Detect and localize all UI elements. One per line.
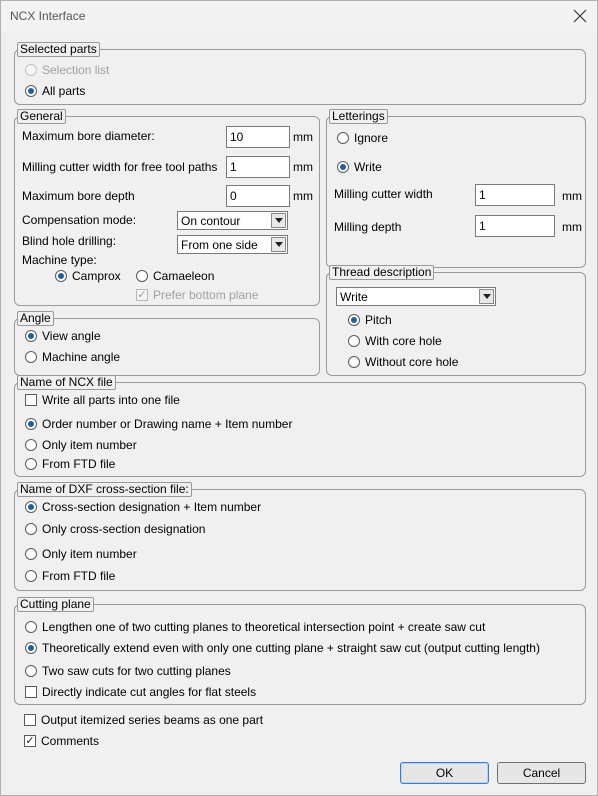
thread-description-legend: Thread description: [329, 265, 434, 280]
angle-group: [14, 311, 320, 376]
radio-indicator: [55, 270, 67, 282]
radio-dxf-from-ftd-file[interactable]: [25, 569, 115, 583]
radio-indicator: [348, 356, 360, 368]
general-group: [14, 109, 320, 306]
radio-cross-section-item[interactable]: [25, 500, 261, 514]
radio-indicator: [25, 642, 37, 654]
ok-button[interactable]: OK: [400, 762, 489, 784]
radio-label: Ignore: [354, 131, 389, 145]
radio-label: Order number or Drawing name + Item number: [42, 417, 293, 431]
title-bar: [1, 1, 597, 31]
max-bore-diameter-input[interactable]: [226, 126, 290, 148]
compensation-mode-value: On contour: [181, 213, 241, 228]
radio-only-cross-section[interactable]: [25, 522, 205, 536]
radio-label: Theoretically extend even with only one cutting plane + straight saw cut (output cutting length): [42, 641, 540, 655]
max-bore-depth-input[interactable]: [226, 185, 290, 207]
radio-pitch[interactable]: [348, 313, 392, 327]
checkbox-write-all-parts[interactable]: [25, 393, 180, 407]
radio-label: Only item number: [42, 547, 137, 561]
max-bore-depth-unit: mm: [293, 189, 313, 203]
blind-hole-drilling-value: From one side: [181, 237, 258, 252]
checkbox-label: Output itemized series beams as one part: [41, 713, 264, 727]
chevron-down-icon: [271, 237, 286, 252]
checkbox-prefer-bottom-plane[interactable]: [136, 288, 258, 302]
radio-label: From FTD file: [42, 569, 116, 583]
milling-depth-unit: mm: [562, 220, 582, 234]
radio-ncx-from-ftd-file[interactable]: [25, 457, 115, 471]
checkbox-label: Directly indicate cut angles for flat steels: [42, 685, 257, 699]
radio-label: Two saw cuts for two cutting planes: [42, 664, 231, 678]
checkbox-output-itemized[interactable]: [24, 713, 263, 727]
letterings-group: [326, 109, 586, 268]
thread-description-group: [326, 265, 586, 376]
checkbox-label: Comments: [41, 734, 100, 748]
radio-ncx-only-item-number[interactable]: [25, 438, 137, 452]
radio-view-angle[interactable]: [25, 329, 101, 343]
radio-selection-list[interactable]: [25, 63, 109, 77]
thread-mode-value: Write: [340, 289, 368, 304]
radio-camprox[interactable]: [55, 269, 121, 283]
checkbox-label: Prefer bottom plane: [153, 288, 259, 302]
ncx-file-name-legend: Name of NCX file: [17, 375, 116, 390]
milling-cutter-width-input[interactable]: [226, 156, 290, 178]
radio-camaeleon[interactable]: [136, 269, 214, 283]
selected-parts-legend: Selected parts: [17, 42, 100, 57]
radio-indicator: [25, 570, 37, 582]
radio-label: All parts: [42, 84, 86, 98]
dxf-file-name-legend: Name of DXF cross-section file:: [17, 482, 192, 497]
radio-label: Only item number: [42, 438, 137, 452]
radio-label: Lengthen one of two cutting planes to theoretical intersection point + create saw cut: [42, 620, 486, 634]
max-bore-diameter-unit: mm: [293, 130, 313, 144]
radio-label: Cross-section designation + Item number: [42, 500, 262, 514]
checkbox-comments[interactable]: [24, 734, 99, 748]
radio-all-parts[interactable]: [25, 84, 85, 98]
radio-indicator: [25, 64, 37, 76]
radio-machine-angle[interactable]: [25, 350, 120, 364]
chevron-down-icon: [479, 289, 494, 304]
general-legend: General: [17, 109, 66, 124]
checkbox-indicate-cut-angles[interactable]: [25, 685, 256, 699]
radio-label: Camaeleon: [153, 269, 215, 283]
radio-label: Only cross-section designation: [42, 522, 206, 536]
max-bore-diameter-label: Maximum bore diameter:: [22, 129, 155, 143]
checkbox-label: Write all parts into one file: [42, 393, 180, 407]
radio-indicator: [25, 548, 37, 560]
milling-depth-label: Milling depth: [334, 220, 402, 234]
radio-indicator: [337, 132, 349, 144]
window-title: NCX Interface: [10, 9, 86, 23]
radio-indicator: [25, 501, 37, 513]
blind-hole-drilling-select[interactable]: [177, 235, 288, 254]
radio-ignore[interactable]: [337, 131, 388, 145]
milling-depth-input[interactable]: [475, 215, 555, 237]
radio-label: Pitch: [365, 313, 392, 327]
blind-hole-drilling-label: Blind hole drilling:: [22, 234, 117, 248]
radio-indicator: [136, 270, 148, 282]
radio-label: Camprox: [72, 269, 121, 283]
compensation-mode-select[interactable]: [177, 211, 288, 230]
radio-indicator: [25, 351, 37, 363]
max-bore-depth-label: Maximum bore depth: [22, 189, 135, 203]
selected-parts-group: [14, 42, 586, 105]
radio-label: Selection list: [42, 63, 110, 77]
cutting-plane-legend: Cutting plane: [17, 597, 94, 612]
checkbox-indicator: ✓: [25, 735, 35, 747]
radio-dxf-only-item-number[interactable]: [25, 547, 137, 561]
radio-label: Without core hole: [365, 355, 459, 369]
radio-write[interactable]: [337, 160, 382, 174]
radio-indicator: [25, 85, 37, 97]
checkbox-indicator: ✓: [137, 289, 147, 301]
radio-theoretically-extend[interactable]: [25, 641, 540, 655]
ncx-file-name-group: [14, 375, 586, 477]
lettering-cutter-width-unit: mm: [562, 189, 582, 203]
radio-indicator: [25, 523, 37, 535]
radio-indicator: [25, 330, 37, 342]
radio-indicator: [348, 335, 360, 347]
radio-label: With core hole: [365, 334, 442, 348]
letterings-legend: Letterings: [329, 109, 388, 124]
radio-two-saw-cuts[interactable]: [25, 664, 231, 678]
chevron-down-icon: [271, 213, 286, 228]
close-icon: [573, 9, 587, 23]
radio-indicator: [337, 161, 349, 173]
radio-order-number[interactable]: [25, 417, 292, 431]
radio-without-core-hole[interactable]: [348, 355, 458, 369]
milling-cutter-width-unit: mm: [293, 160, 313, 174]
compensation-mode-label: Compensation mode:: [22, 213, 137, 227]
radio-label: View angle: [42, 329, 101, 343]
lettering-cutter-width-label: Milling cutter width: [334, 187, 433, 201]
radio-indicator: [348, 314, 360, 326]
radio-indicator: [25, 458, 37, 470]
radio-label: From FTD file: [42, 457, 116, 471]
radio-indicator: [25, 665, 37, 677]
thread-mode-select[interactable]: [336, 287, 496, 306]
close-button[interactable]: [569, 5, 591, 27]
radio-lengthen-cutting-plane[interactable]: [25, 620, 485, 634]
machine-type-label: Machine type:: [22, 253, 97, 267]
checkbox-indicator: [24, 714, 36, 726]
radio-indicator: [25, 621, 37, 633]
lettering-cutter-width-input[interactable]: [475, 184, 555, 206]
radio-with-core-hole[interactable]: [348, 334, 442, 348]
checkbox-indicator: [25, 394, 37, 406]
angle-legend: Angle: [17, 311, 54, 326]
radio-indicator: [25, 439, 37, 451]
cancel-button[interactable]: Cancel: [497, 762, 586, 784]
dxf-file-name-group: [14, 482, 586, 591]
radio-label: Write: [354, 160, 382, 174]
checkbox-indicator: [25, 686, 37, 698]
cutting-plane-group: [14, 597, 586, 705]
radio-indicator: [25, 418, 37, 430]
radio-label: Machine angle: [42, 350, 121, 364]
milling-cutter-width-label: Milling cutter width for free tool paths: [22, 160, 218, 174]
